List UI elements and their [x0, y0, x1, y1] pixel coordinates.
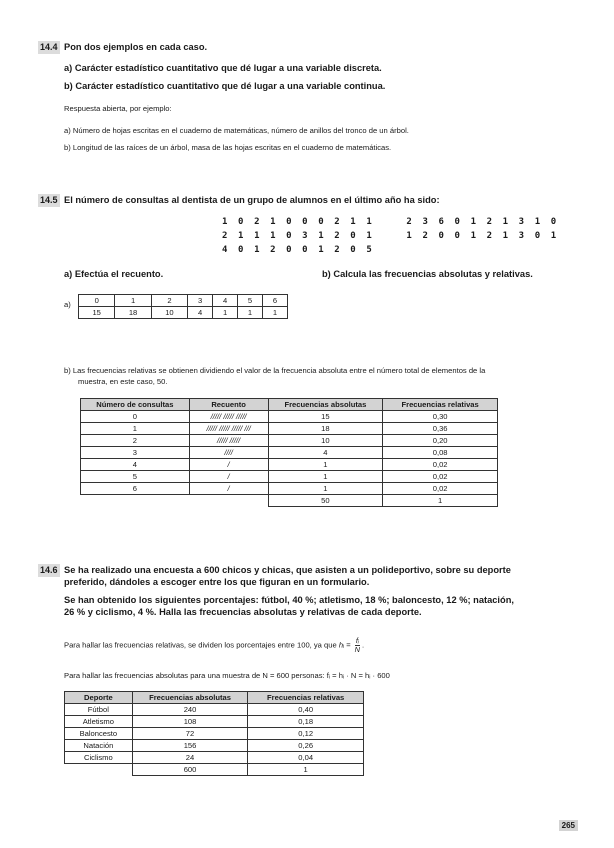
exercise-statement: Se han obtenido los siguientes porcentajes: fútbol, 40 %; atletismo, 18 %; baloncesto, 12 %; natación, [64, 595, 514, 605]
table-cell: ///// ///// [189, 435, 268, 447]
table-cell: 0,40 [248, 704, 364, 716]
table-cell: 1 [81, 423, 190, 435]
table-cell: 0,36 [383, 423, 498, 435]
answer-a-label: a) [64, 300, 71, 309]
table-row [81, 447, 498, 459]
table-row [65, 716, 364, 728]
answer-b-text: muestra, en este caso, 50. [78, 377, 168, 386]
answer-b-text: b) Las frecuencias relativas se obtienen dividiendo el valor de la frecuencia absoluta entre el número total de elementos de la [64, 366, 486, 375]
exercise-title: preferido, dándoles a escoger entre los que figuran en un formulario. [64, 577, 370, 587]
table-header: Frecuencias absolutas [132, 692, 248, 704]
table-cell: 0,20 [383, 435, 498, 447]
data-row: 2 1 1 1 0 3 1 2 0 1 1 2 0 0 1 2 1 3 0 1 [222, 231, 559, 241]
table-cell: 1 [383, 495, 498, 507]
table-header: Frecuencias absolutas [268, 399, 383, 411]
table-row [65, 704, 364, 716]
sports-table [64, 691, 364, 776]
table-cell: ///// ///// ///// /// [189, 423, 268, 435]
table-cell: 0,02 [383, 471, 498, 483]
table-cell: 4 [81, 459, 190, 471]
table-row [81, 471, 498, 483]
table-row [81, 423, 498, 435]
answer-b: b) Longitud de las raíces de un árbol, masa de las hojas escritas en el cuaderno de matemáticas. [64, 143, 392, 152]
table-cell: 156 [132, 740, 248, 752]
table-cell: 4 [268, 447, 383, 459]
table-cell: 3 [81, 447, 190, 459]
table-cell: 15 [79, 307, 115, 319]
table-cell: 5 [81, 471, 190, 483]
table-row [81, 411, 498, 423]
table-cell: 1 [238, 307, 263, 319]
table-cell: Fútbol [65, 704, 133, 716]
table-cell: 240 [132, 704, 248, 716]
table-cell: 2 [81, 435, 190, 447]
table-cell: 3 [188, 295, 213, 307]
table-row [81, 483, 498, 495]
exercise-number: 14.6 [40, 565, 58, 575]
table-cell: Atletismo [65, 716, 133, 728]
table-cell: 0,04 [248, 752, 364, 764]
table-cell: 1 [268, 459, 383, 471]
table-cell: 72 [132, 728, 248, 740]
table-row [81, 435, 498, 447]
table-cell: 1 [268, 471, 383, 483]
table-cell: 1 [213, 307, 238, 319]
table-total-row [81, 495, 498, 507]
table-header: Frecuencias relativas [383, 399, 498, 411]
exercise-title: El número de consultas al dentista de un grupo de alumnos en el último año ha sido: [64, 195, 440, 205]
table-cell: Natación [65, 740, 133, 752]
table-cell: 0,02 [383, 459, 498, 471]
table-header: Número de consultas [81, 399, 190, 411]
table-cell: 5 [238, 295, 263, 307]
table-cell: 10 [151, 307, 187, 319]
table-total-row [65, 764, 364, 776]
question-b: b) Calcula las frecuencias absolutas y relativas. [322, 269, 533, 279]
table-cell: / [189, 483, 268, 495]
table-header-row [81, 399, 498, 411]
period: . [362, 640, 365, 650]
frequency-table [80, 398, 498, 507]
table-cell: / [189, 471, 268, 483]
table-cell: Baloncesto [65, 728, 133, 740]
table-row [79, 295, 288, 307]
table-row [65, 752, 364, 764]
answer-intro: Respuesta abierta, por ejemplo: [64, 104, 172, 113]
question-b: b) Carácter estadístico cuantitativo que dé lugar a una variable continua. [64, 81, 386, 91]
table-cell: 1 [262, 307, 287, 319]
fraction-numerator: fᵢ [355, 636, 359, 645]
table-cell: 15 [268, 411, 383, 423]
exercise-statement: 26 % y ciclismo, 4 %. Halla las frecuencias absolutas y relativas de cada deporte. [64, 607, 422, 617]
count-table [78, 294, 288, 319]
exercise-number: 14.4 [40, 42, 58, 52]
table-cell: 1 [248, 764, 364, 776]
table-cell: 0,12 [248, 728, 364, 740]
table-cell: 18 [268, 423, 383, 435]
table-cell: 6 [81, 483, 190, 495]
table-cell: / [189, 459, 268, 471]
fraction [355, 637, 360, 654]
table-cell: 4 [188, 307, 213, 319]
table-row [65, 728, 364, 740]
table-cell: 0 [81, 411, 190, 423]
question-a: a) Efectúa el recuento. [64, 269, 164, 279]
table-row [65, 740, 364, 752]
question-a: a) Carácter estadístico cuantitativo que dé lugar a una variable discreta. [64, 63, 382, 73]
table-cell: //// [189, 447, 268, 459]
exercise-number: 14.5 [40, 195, 58, 205]
table-cell: 0,08 [383, 447, 498, 459]
table-header: Deporte [65, 692, 133, 704]
table-cell: 10 [268, 435, 383, 447]
table-cell: 600 [132, 764, 248, 776]
table-cell: 6 [262, 295, 287, 307]
fraction-denominator: N [354, 645, 360, 654]
table-row [81, 459, 498, 471]
table-cell: ///// ///// ///// [189, 411, 268, 423]
exercise-title: Se ha realizado una encuesta a 600 chicos y chicas, que asisten a un polideportivo, sobre su deporte [64, 565, 511, 575]
table-cell: 24 [132, 752, 248, 764]
answer-text-part: Para hallar las frecuencias relativas, se dividen los porcentajes entre 100, ya que [64, 640, 337, 650]
formula-lhs: hᵢ = [338, 640, 351, 650]
table-cell: 2 [151, 295, 187, 307]
table-header-row [65, 692, 364, 704]
table-row [79, 307, 288, 319]
table-cell: 0,02 [383, 483, 498, 495]
data-row: 4 0 1 2 0 0 1 2 0 5 [222, 245, 375, 255]
answer-text: Para hallar las frecuencias absolutas para una muestra de N = 600 personas: fᵢ = hᵢ · N = hᵢ · 600 [64, 671, 390, 680]
table-cell: 0,30 [383, 411, 498, 423]
table-header: Frecuencias relativas [248, 692, 364, 704]
data-row: 1 0 2 1 0 0 0 2 1 1 2 3 6 0 1 2 1 3 1 0 [222, 217, 559, 227]
table-cell: 50 [268, 495, 383, 507]
table-cell: Ciclismo [65, 752, 133, 764]
table-cell: 0,26 [248, 740, 364, 752]
exercise-title: Pon dos ejemplos en cada caso. [64, 42, 208, 52]
table-cell: 18 [115, 307, 151, 319]
table-cell: 0 [79, 295, 115, 307]
table-cell: 4 [213, 295, 238, 307]
table-cell: 0,18 [248, 716, 364, 728]
page-number: 265 [559, 820, 578, 831]
table-header: Recuento [189, 399, 268, 411]
answer-text [64, 637, 364, 654]
table-cell: 1 [115, 295, 151, 307]
table-cell: 1 [268, 483, 383, 495]
table-cell: 108 [132, 716, 248, 728]
answer-a: a) Número de hojas escritas en el cuaderno de matemáticas, número de anillos del tronco de un árbol. [64, 126, 409, 135]
